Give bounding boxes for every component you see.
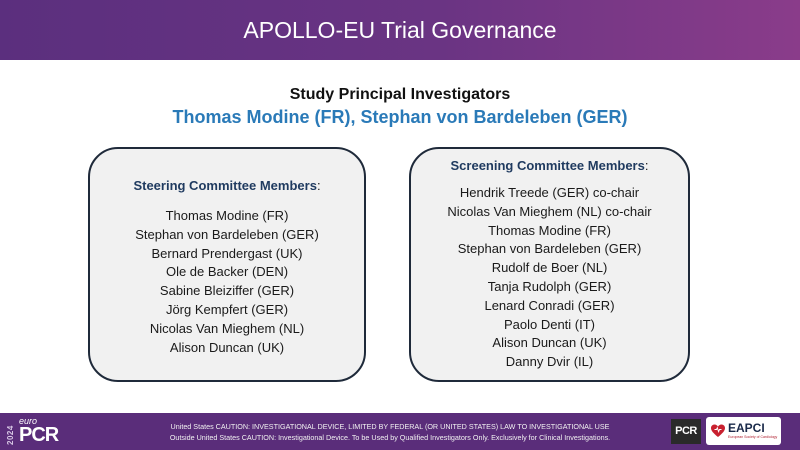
screening-member: Thomas Modine (FR) (488, 222, 611, 238)
pcr-logo: PCR (671, 419, 701, 444)
slide-header (0, 0, 800, 60)
steering-committee-title-suffix: : (316, 178, 321, 193)
steering-member: Jörg Kempfert (GER) (165, 301, 289, 317)
screening-member: Tanja Rudolph (GER) (487, 278, 612, 294)
caution-line-us: United States CAUTION: INVESTIGATIONAL DEVICE, LIMITED BY FEDERAL (OR UNITED STATES) LAW TO INVESTIGATIONAL USE (170, 422, 610, 431)
steering-committee-box (88, 147, 366, 382)
screening-committee-title-text: Screening Committee Members (450, 158, 645, 173)
steering-member: Sabine Bleiziffer (GER) (159, 283, 295, 299)
screening-member: Rudolf de Boer (NL) (491, 260, 608, 276)
screening-member: Nicolas Van Mieghem (NL) co-chair (447, 203, 652, 219)
brand-year: 2024 (6, 425, 15, 445)
screening-member: Stephan von Bardeleben (GER) (457, 241, 642, 257)
caution-notice (120, 421, 660, 443)
brand-prefix: euro (19, 416, 38, 426)
caution-line-outside-us: Outside United States CAUTION: Investigational Device. To be Used by Qualified Investigators Only. Exclusively for Clinical Investigations. (169, 433, 611, 442)
pi-names: Thomas Modine (FR), Stephan von Bardeleben (GER) (172, 107, 628, 127)
screening-member: Paolo Denti (IT) (503, 316, 596, 332)
heart-icon (710, 423, 726, 439)
screening-committee-box (409, 147, 690, 382)
eapci-name: EAPCI (728, 421, 765, 435)
steering-member: Bernard Prendergast (UK) (151, 245, 303, 261)
screening-member: Danny Dvir (IL) (505, 354, 594, 370)
screening-member: Alison Duncan (UK) (492, 335, 607, 351)
brand-name: PCR (19, 424, 59, 446)
steering-member: Thomas Modine (FR) (165, 208, 289, 223)
screening-committee-title-suffix: : (644, 158, 649, 173)
steering-member: Ole de Backer (DEN) (165, 264, 289, 280)
screening-member: Lenard Conradi (GER) (484, 297, 615, 313)
screening-committee-title (411, 158, 688, 173)
pi-heading: Study Principal Investigators (289, 86, 511, 103)
slide-title: APOLLO-EU Trial Governance (243, 17, 557, 43)
eapci-logo (706, 417, 781, 445)
europcr-logo (2, 415, 82, 448)
steering-committee-title (90, 178, 364, 193)
screening-member: Hendrik Treede (GER) co-chair (459, 185, 640, 200)
eapci-subtitle: European Society of Cardiology (728, 435, 778, 439)
slide-footer (0, 413, 800, 450)
steering-committee-title-text: Steering Committee Members (133, 178, 317, 193)
steering-member: Nicolas Van Mieghem (NL) (149, 320, 305, 336)
steering-member: Stephan von Bardeleben (GER) (135, 226, 319, 242)
steering-member: Alison Duncan (UK) (169, 339, 285, 355)
